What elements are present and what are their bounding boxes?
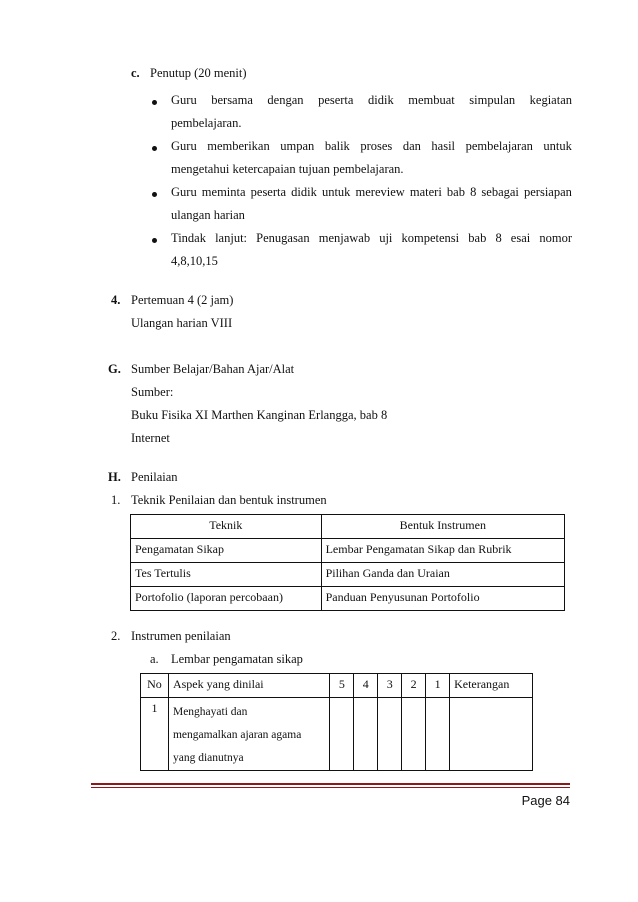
footer-divider xyxy=(91,783,570,785)
section-4-subtitle: Ulangan harian VIII xyxy=(131,316,233,330)
bullet-icon xyxy=(152,146,157,151)
table-header: 2 xyxy=(402,674,426,698)
table-cell xyxy=(402,698,426,771)
bullet-1-line2: pembelajaran. xyxy=(171,116,242,130)
table-header: Aspek yang dinilai xyxy=(168,674,329,698)
table-cell xyxy=(354,698,378,771)
table-cell: Pengamatan Sikap xyxy=(131,539,322,563)
table-header: Bentuk Instrumen xyxy=(321,515,564,539)
table-header: No xyxy=(141,674,169,698)
section-4-title: Pertemuan 4 (2 jam) xyxy=(131,293,234,307)
table-cell: Portofolio (laporan percobaan) xyxy=(131,587,322,611)
table-cell: Menghayati dan mengamalkan ajaran agama yang dianutnya xyxy=(168,698,329,771)
section-g-line: Sumber: xyxy=(131,385,174,399)
bullet-3-line1: Guru meminta peserta didik untuk mereview materi bab 8 sebagai persiapan xyxy=(171,185,572,199)
bullet-icon xyxy=(152,192,157,197)
table-cell: 1 xyxy=(141,698,169,771)
sub-a-letter: a. xyxy=(150,652,159,666)
bullet-1-line1: Guru bersama dengan peserta didik membuat simpulan kegiatan xyxy=(171,93,572,107)
table-cell: Panduan Penyusunan Portofolio xyxy=(321,587,564,611)
table-header: 1 xyxy=(426,674,450,698)
section-g-letter: G. xyxy=(108,362,121,376)
section-g-line: Internet xyxy=(131,431,170,445)
table-cell: Pilihan Ganda dan Uraian xyxy=(321,563,564,587)
table-header: 5 xyxy=(330,674,354,698)
bullet-icon xyxy=(152,238,157,243)
table-cell xyxy=(426,698,450,771)
bullet-4-line1: Tindak lanjut: Penugasan menjawab uji kompetensi bab 8 esai nomor xyxy=(171,231,572,245)
item-1-number: 1. xyxy=(111,493,121,507)
bullet-3-line2: ulangan harian xyxy=(171,208,245,222)
table-header: 3 xyxy=(378,674,402,698)
teknik-table xyxy=(130,514,565,611)
section-h-letter: H. xyxy=(108,470,121,484)
section-h-title: Penilaian xyxy=(131,470,178,484)
section-4-number: 4. xyxy=(111,293,121,307)
section-g-title: Sumber Belajar/Bahan Ajar/Alat xyxy=(131,362,295,376)
footer-divider xyxy=(91,787,570,788)
table-cell xyxy=(450,698,533,771)
section-c-letter: c. xyxy=(131,66,140,80)
bullet-4-line2: 4,8,10,15 xyxy=(171,254,218,268)
table-cell: Tes Tertulis xyxy=(131,563,322,587)
table-header: 4 xyxy=(354,674,378,698)
table-cell xyxy=(378,698,402,771)
item-2-number: 2. xyxy=(111,629,121,643)
sub-a-title: Lembar pengamatan sikap xyxy=(171,652,303,666)
section-g-line: Buku Fisika XI Marthen Kanginan Erlangga, bab 8 xyxy=(131,408,388,422)
item-1-title: Teknik Penilaian dan bentuk instrumen xyxy=(131,493,327,507)
sikap-table xyxy=(140,673,533,771)
table-cell xyxy=(330,698,354,771)
table-header: Teknik xyxy=(131,515,322,539)
table-header: Keterangan xyxy=(450,674,533,698)
bullet-2-line2: mengetahui ketercapaian tujuan pembelajaran. xyxy=(171,162,404,176)
table-cell: Lembar Pengamatan Sikap dan Rubrik xyxy=(321,539,564,563)
section-c-title: Penutup (20 menit) xyxy=(150,66,247,80)
item-2-title: Instrumen penilaian xyxy=(131,629,231,643)
bullet-2-line1: Guru memberikan umpan balik proses dan hasil pembelajaran untuk xyxy=(171,139,572,153)
bullet-icon xyxy=(152,100,157,105)
page-number: Page 84 xyxy=(521,793,570,808)
